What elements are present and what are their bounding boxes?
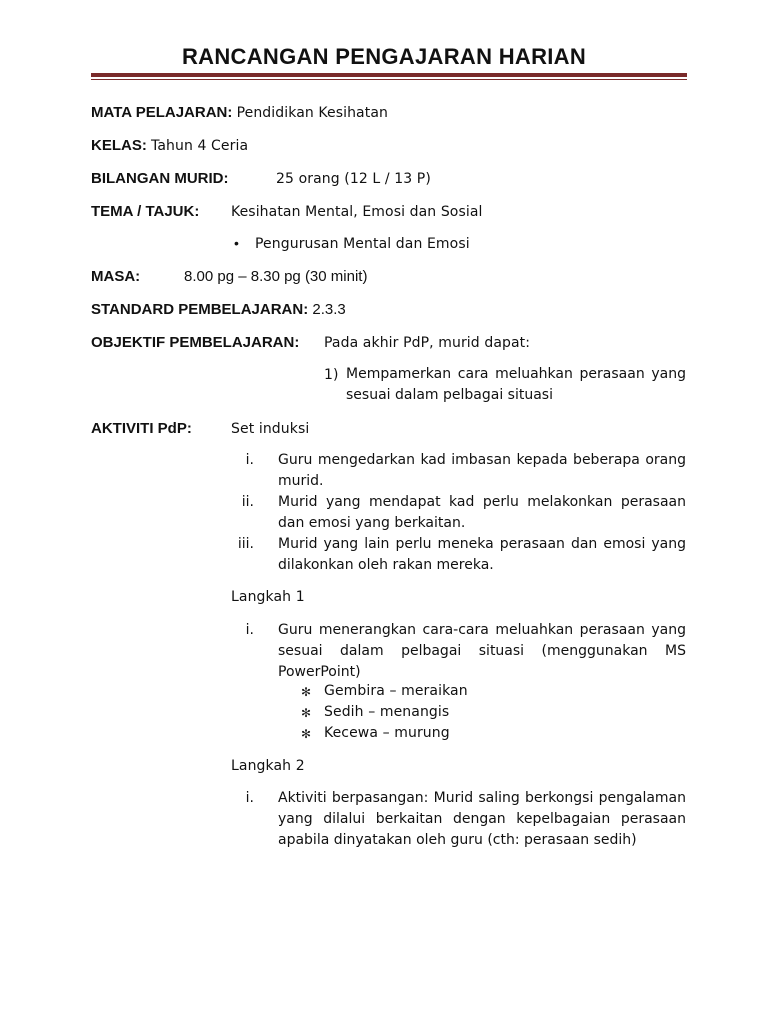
tema-label: TEMA / TAJUK — [91, 203, 195, 220]
set-induksi-item-3-num: iii. — [237, 536, 254, 552]
kelas-sep: : — [141, 137, 147, 154]
masa-label: MASA — [91, 268, 136, 285]
title-rule-thick — [91, 73, 687, 77]
set-induksi-item-1-num: i. — [245, 452, 254, 468]
kelas-value: Tahun 4 Ceria — [151, 138, 249, 154]
tema-bullet-text: Pengurusan Mental dan Emosi — [255, 236, 470, 252]
standard-row — [91, 301, 346, 319]
asterisk-icon: ✻ — [301, 706, 312, 720]
langkah2-item-text: Aktiviti berpasangan: Murid saling berkongsi pengalaman yang dilalui berkaitan dengan kepelbagaian perasaan apabila dinyatakan oleh guru (cth: perasaan sedih) — [278, 790, 686, 848]
mata-pelajaran-sep: : — [227, 104, 233, 121]
page-title: RANCANGAN PENGAJARAN HARIAN — [181, 44, 587, 69]
objektif-label: OBJEKTIF PEMBELAJARAN — [91, 334, 295, 351]
bilangan-murid-value: 25 orang (12 L / 13 P) — [276, 171, 431, 187]
masa-sep: : — [135, 268, 141, 285]
bilangan-murid-row — [91, 170, 229, 188]
langkah1-item-num: i. — [245, 622, 254, 638]
tema-row — [91, 203, 199, 221]
mata-pelajaran-value: Pendidikan Kesihatan — [236, 105, 388, 121]
set-induksi-item-2-text: Murid yang mendapat kad perlu melakonkan perasaan dan emosi yang berkaitan. — [278, 494, 686, 531]
set-induksi-item-2-num: ii. — [241, 494, 254, 510]
objektif-sep: : — [294, 334, 300, 351]
asterisk-icon: ✻ — [301, 685, 312, 699]
langkah2-item-num: i. — [245, 790, 254, 806]
set-induksi-heading: Set induksi — [231, 421, 310, 437]
bullet-icon: • — [234, 235, 239, 251]
masa-value: 8.00 pg – 8.30 pg (30 minit) — [184, 268, 368, 285]
objektif-item-num: 1) — [324, 367, 339, 383]
objektif-row — [91, 334, 299, 352]
aktiviti-sep: : — [186, 420, 192, 437]
langkah1-subitem-2: Sedih – menangis — [324, 704, 450, 720]
langkah2-heading: Langkah 2 — [231, 758, 305, 774]
bilangan-murid-label: BILANGAN MURID — [91, 170, 224, 187]
masa-row — [91, 268, 140, 286]
bilangan-murid-sep: : — [223, 170, 229, 187]
langkah1-heading: Langkah 1 — [231, 589, 305, 605]
title-rule-thin — [91, 79, 687, 80]
aktiviti-label: AKTIVITI PdP — [91, 420, 187, 437]
standard-value: 2.3.3 — [312, 301, 346, 318]
aktiviti-row — [91, 420, 192, 438]
mata-pelajaran-label: MATA PELAJARAN — [91, 104, 228, 121]
mata-pelajaran-row — [91, 104, 388, 122]
langkah1-subitem-1: Gembira – meraikan — [324, 683, 468, 699]
standard-label: STANDARD PEMBELAJARAN: — [91, 301, 309, 318]
asterisk-icon: ✻ — [301, 727, 312, 741]
objektif-item-text: Mempamerkan cara meluahkan perasaan yang sesuai dalam pelbagai situasi — [346, 366, 686, 403]
kelas-label: KELAS — [91, 137, 142, 154]
tema-value: Kesihatan Mental, Emosi dan Sosial — [231, 204, 483, 220]
set-induksi-item-1-text: Guru mengedarkan kad imbasan kepada beberapa orang murid. — [278, 452, 686, 489]
objektif-intro: Pada akhir PdP, murid dapat: — [324, 335, 531, 351]
tema-sep: : — [194, 203, 200, 220]
langkah1-subitem-3: Kecewa – murung — [324, 725, 450, 741]
set-induksi-item-3-text: Murid yang lain perlu meneka perasaan dan emosi yang dilakonkan oleh rakan mereka. — [278, 536, 686, 573]
langkah1-item-text: Guru menerangkan cara-cara meluahkan perasaan yang sesuai dalam pelbagai situasi (menggunakan MS PowerPoint) — [278, 622, 686, 680]
kelas-row — [91, 137, 248, 155]
